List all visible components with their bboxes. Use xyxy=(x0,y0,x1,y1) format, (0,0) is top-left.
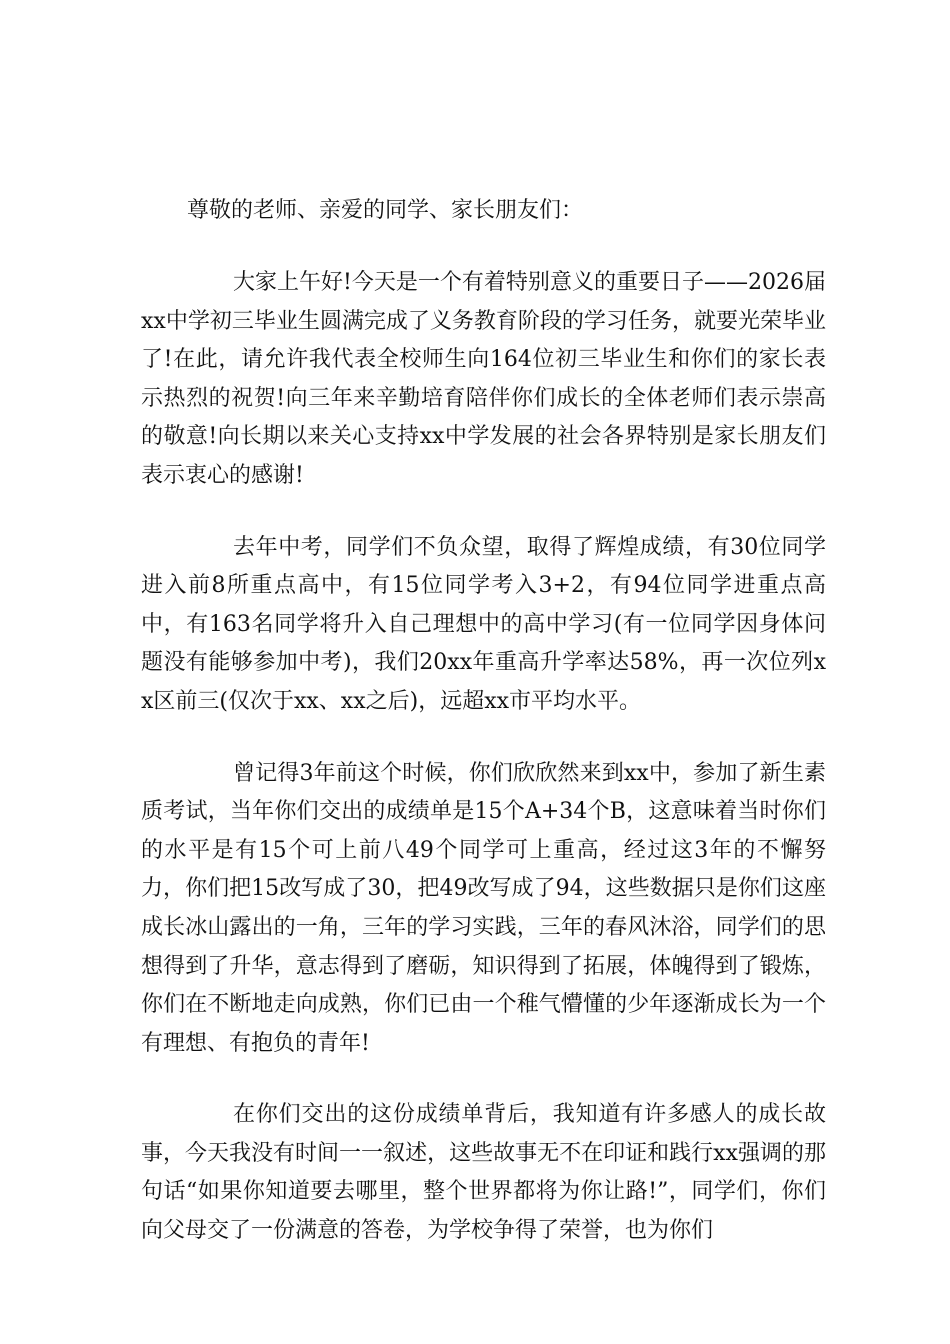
paragraph-growth: 曾记得3年前这个时候，你们欣欣然来到xx中，参加了新生素质考试，当年你们交出的成绩单是15个A+34个B，这意味着当时你们的水平是有15个可上前八49个同学可上重高，经过这3年的不懈努力，你们把15改写成了30，把49改写成了94，这些数据只是你们这座成长冰山露出的一角，三年的学习实践，三年的春风沐浴，同学们的思想得到了升华，意志得到了磨砺，知识得到了拓展，体魄得到了锻炼，你们在不断地走向成熟，你们已由一个稚气懵懂的少年逐渐成长为一个有理想、有抱负的青年! xyxy=(141,760,826,1056)
salutation: 尊敬的老师、亲爱的同学、家长朋友们： xyxy=(187,198,584,223)
paragraph-greeting: 大家上午好!今天是一个有着特别意义的重要日子——2026届xx中学初三毕业生圆满完成了义务教育阶段的学习任务，就要光荣毕业了!在此，请允许我代表全校师生向164位初三毕业生和你们的家长表示热烈的祝贺!向三年来辛勤培育陪伴你们成长的全体老师们表示崇高的敬意!向长期以来关心支持xx中学发展的社会各界特别是家长朋友们表示衷心的感谢! xyxy=(141,270,826,488)
paragraph-stories: 在你们交出的这份成绩单背后，我知道有许多感人的成长故事，今天我没有时间一一叙述，这些故事无不在印证和践行xx强调的那句话“如果你知道要去哪里，整个世界都将为你让路!”，同学们，你们向父母交了一份满意的答卷，为学校争得了荣誉，也为你们 xyxy=(141,1102,826,1244)
paragraph-exam-results: 去年中考，同学们不负众望，取得了辉煌成绩，有30位同学进入前8所重点高中，有15位同学考入3+2，有94位同学进重点高中，有163名同学将升入自己理想中的高中学习(有一位同学因身体问题没有能够参加中考)，我们20xx年重高升学率达58%，再一次位列xx区前三(仅次于xx、xx之后)，远超xx市平均水平。 xyxy=(141,534,826,714)
document-page xyxy=(141,192,826,1284)
